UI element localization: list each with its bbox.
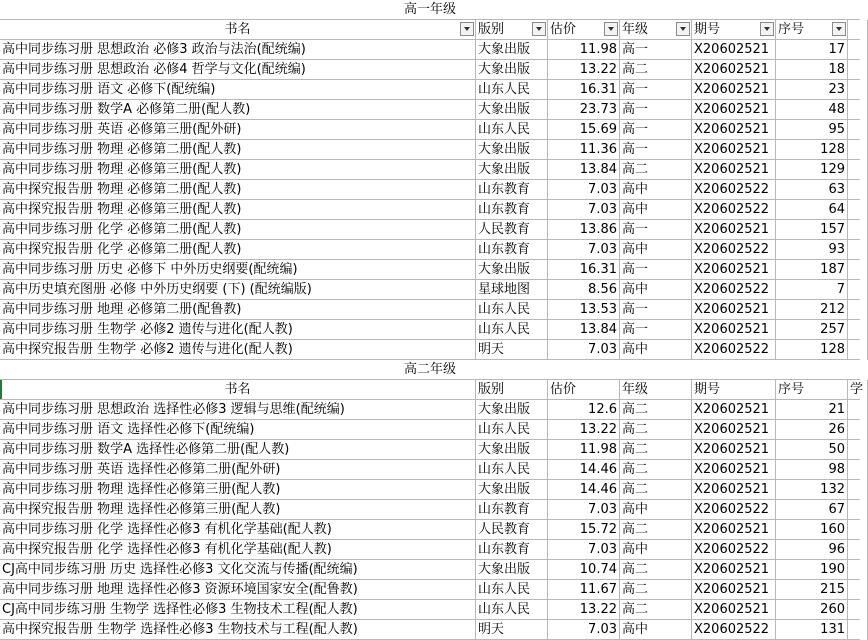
table-row <box>0 160 860 180</box>
cell-issue-no[interactable]: X20602522 <box>692 340 776 360</box>
cell-price[interactable]: 13.22 <box>548 600 620 620</box>
empty-cell[interactable] <box>848 140 868 160</box>
cell-serial-no[interactable]: 26 <box>776 420 848 440</box>
cell-edition[interactable]: 明天 <box>476 340 548 360</box>
cell-book-name[interactable]: 高中探究报告册 生物学 必修2 遗传与进化(配人教) <box>0 340 476 360</box>
cell-book-name[interactable]: 高中探究报告册 物理 必修第三册(配人教) <box>0 200 476 220</box>
header-book-name[interactable] <box>0 20 476 40</box>
empty-cell[interactable] <box>848 80 868 100</box>
header-extra[interactable] <box>848 380 868 400</box>
cell-edition[interactable]: 大象出版 <box>476 40 548 60</box>
cell-edition[interactable]: 山东教育 <box>476 240 548 260</box>
cell-book-name[interactable]: 高中探究报告册 生物学 选择性必修3 生物技术与工程(配人教) <box>0 620 476 640</box>
cell-book-name[interactable]: 高中同步练习册 思想政治 必修4 哲学与文化(配统编) <box>0 60 476 80</box>
cell-price[interactable]: 14.46 <box>548 460 620 480</box>
cell-serial-no[interactable]: 67 <box>776 500 848 520</box>
cell-book-name[interactable]: 高中同步练习册 化学 必修第二册(配人教) <box>0 220 476 240</box>
cell-serial-no[interactable]: 215 <box>776 580 848 600</box>
cell-book-name[interactable]: 高中同步练习册 化学 选择性必修3 有机化学基础(配人教) <box>0 520 476 540</box>
cell-book-name[interactable]: 高中探究报告册 物理 必修第二册(配人教) <box>0 180 476 200</box>
cell-issue-no[interactable]: X20602521 <box>692 60 776 80</box>
cell-edition[interactable]: 明天 <box>476 620 548 640</box>
cell-grade[interactable]: 高中 <box>620 340 692 360</box>
table-row <box>0 260 860 280</box>
cell-grade[interactable]: 高中 <box>620 540 692 560</box>
cell-issue-no[interactable]: X20602521 <box>692 560 776 580</box>
cell-edition[interactable]: 山东教育 <box>476 180 548 200</box>
filter-dropdown-icon[interactable] <box>460 22 474 36</box>
cell-serial-no[interactable]: 160 <box>776 520 848 540</box>
cell-edition[interactable]: 大象出版 <box>476 160 548 180</box>
cell-grade[interactable]: 高一 <box>620 300 692 320</box>
cell-edition[interactable]: 山东人民 <box>476 580 548 600</box>
cell-book-name[interactable]: 高中同步练习册 语文 必修下(配统编) <box>0 80 476 100</box>
cell-serial-no[interactable]: 18 <box>776 60 848 80</box>
empty-cell[interactable] <box>848 460 868 480</box>
cell-grade[interactable]: 高二 <box>620 520 692 540</box>
cell-book-name[interactable]: 高中同步练习册 物理 必修第三册(配人教) <box>0 160 476 180</box>
cell-edition[interactable]: 山东人民 <box>476 80 548 100</box>
cell-grade[interactable]: 高中 <box>620 240 692 260</box>
cell-grade[interactable]: 高中 <box>620 280 692 300</box>
cell-price[interactable]: 12.6 <box>548 400 620 420</box>
header-grade[interactable] <box>620 380 692 400</box>
cell-issue-no[interactable]: X20602521 <box>692 480 776 500</box>
empty-cell[interactable] <box>848 280 868 300</box>
cell-issue-no[interactable]: X20602521 <box>692 400 776 420</box>
cell-grade[interactable]: 高二 <box>620 60 692 80</box>
cell-book-name[interactable]: CJ高中同步练习册 生物学 选择性必修3 生物技术工程(配人教) <box>0 600 476 620</box>
cell-serial-no[interactable]: 7 <box>776 280 848 300</box>
cell-edition[interactable]: 山东人民 <box>476 300 548 320</box>
cell-edition[interactable]: 大象出版 <box>476 560 548 580</box>
cell-price[interactable]: 23.73 <box>548 100 620 120</box>
section1-header-row <box>0 20 860 40</box>
cell-serial-no[interactable]: 50 <box>776 440 848 460</box>
empty-cell[interactable] <box>848 180 868 200</box>
table-row <box>0 100 860 120</box>
table-row <box>0 560 860 580</box>
cell-issue-no[interactable]: X20602521 <box>692 40 776 60</box>
cell-issue-no[interactable]: X20602521 <box>692 580 776 600</box>
cell-grade[interactable]: 高一 <box>620 320 692 340</box>
cell-book-name[interactable]: 高中同步练习册 数学A 必修第二册(配人教) <box>0 100 476 120</box>
cell-grade[interactable]: 高一 <box>620 80 692 100</box>
cell-edition[interactable]: 人民教育 <box>476 220 548 240</box>
cell-edition[interactable]: 人民教育 <box>476 520 548 540</box>
cell-price[interactable]: 7.03 <box>548 180 620 200</box>
cell-edition[interactable]: 山东教育 <box>476 200 548 220</box>
empty-cell[interactable] <box>848 200 868 220</box>
cell-serial-no[interactable]: 257 <box>776 320 848 340</box>
empty-cell[interactable] <box>848 340 868 360</box>
cell-book-name[interactable]: 高中探究报告册 化学 选择性必修3 有机化学基础(配人教) <box>0 540 476 560</box>
header-edition[interactable] <box>476 380 548 400</box>
cell-grade[interactable]: 高二 <box>620 440 692 460</box>
cell-price[interactable]: 13.84 <box>548 320 620 340</box>
section1-title[interactable]: 高一年级 <box>0 0 860 20</box>
cell-price[interactable]: 15.72 <box>548 520 620 540</box>
cell-serial-no[interactable]: 128 <box>776 140 848 160</box>
cell-serial-no[interactable]: 64 <box>776 200 848 220</box>
cell-serial-no[interactable]: 93 <box>776 240 848 260</box>
cell-grade[interactable]: 高一 <box>620 40 692 60</box>
cell-serial-no[interactable]: 131 <box>776 620 848 640</box>
cell-price[interactable]: 7.03 <box>548 200 620 220</box>
empty-cell[interactable] <box>848 540 868 560</box>
empty-cell[interactable] <box>848 560 868 580</box>
header-label: 书名 <box>224 22 251 37</box>
cell-edition[interactable]: 山东人民 <box>476 420 548 440</box>
cell-serial-no[interactable]: 21 <box>776 400 848 420</box>
cell-issue-no[interactable]: X20602521 <box>692 100 776 120</box>
empty-cell[interactable] <box>848 220 868 240</box>
cell-book-name[interactable]: 高中同步练习册 物理 选择性必修第三册(配人教) <box>0 480 476 500</box>
table-row <box>0 440 860 460</box>
header-serial-no[interactable] <box>776 20 848 40</box>
cell-grade[interactable]: 高二 <box>620 560 692 580</box>
cell-issue-no[interactable]: X20602522 <box>692 200 776 220</box>
cell-grade[interactable]: 高中 <box>620 500 692 520</box>
cell-price[interactable]: 14.46 <box>548 480 620 500</box>
cell-price[interactable]: 7.03 <box>548 500 620 520</box>
cell-serial-no[interactable]: 95 <box>776 120 848 140</box>
empty-cell[interactable] <box>848 420 868 440</box>
cell-book-name[interactable]: 高中同步练习册 地理 必修第二册(配鲁教) <box>0 300 476 320</box>
cell-book-name[interactable]: 高中同步练习册 地理 选择性必修3 资源环境国家安全(配鲁教) <box>0 580 476 600</box>
cell-grade[interactable]: 高二 <box>620 160 692 180</box>
table-row <box>0 420 860 440</box>
cell-issue-no[interactable]: X20602522 <box>692 500 776 520</box>
header-label: 期号 <box>694 22 721 37</box>
cell-issue-no[interactable]: X20602521 <box>692 440 776 460</box>
header-label: 估价 <box>550 382 577 397</box>
cell-grade[interactable]: 高中 <box>620 200 692 220</box>
cell-issue-no[interactable]: X20602521 <box>692 600 776 620</box>
cell-book-name[interactable]: 高中同步练习册 语文 选择性必修下(配统编) <box>0 420 476 440</box>
cell-serial-no[interactable]: 212 <box>776 300 848 320</box>
empty-cell[interactable] <box>848 440 868 460</box>
cell-price[interactable]: 15.69 <box>548 120 620 140</box>
cell-grade[interactable]: 高二 <box>620 420 692 440</box>
header-label: 期号 <box>694 382 721 397</box>
header-label: 年级 <box>622 22 649 37</box>
cell-edition[interactable]: 大象出版 <box>476 60 548 80</box>
header-edition[interactable] <box>476 20 548 40</box>
cell-edition[interactable]: 山东人民 <box>476 600 548 620</box>
cell-book-name[interactable]: 高中历史填充图册 必修 中外历史纲要 (下) (配统编版) <box>0 280 476 300</box>
empty-cell[interactable] <box>848 40 868 60</box>
empty-cell[interactable] <box>848 120 868 140</box>
table-row <box>0 400 860 420</box>
cell-book-name[interactable]: CJ高中同步练习册 历史 选择性必修3 文化交流与传播(配统编) <box>0 560 476 580</box>
cell-price[interactable]: 13.53 <box>548 300 620 320</box>
filter-dropdown-icon[interactable] <box>760 22 774 36</box>
header-price[interactable] <box>548 20 620 40</box>
empty-cell[interactable] <box>848 500 868 520</box>
table-row <box>0 320 860 340</box>
cell-serial-no[interactable]: 157 <box>776 220 848 240</box>
table-row <box>0 620 860 640</box>
cell-price[interactable]: 16.31 <box>548 260 620 280</box>
filter-dropdown-icon[interactable] <box>604 22 618 36</box>
cell-book-name[interactable]: 高中同步练习册 历史 必修下 中外历史纲要(配统编) <box>0 260 476 280</box>
cell-book-name[interactable]: 高中同步练习册 数学A 选择性必修第二册(配人教) <box>0 440 476 460</box>
cell-issue-no[interactable]: X20602521 <box>692 120 776 140</box>
cell-price[interactable]: 7.03 <box>548 340 620 360</box>
cell-grade[interactable]: 高一 <box>620 220 692 240</box>
cell-issue-no[interactable]: X20602522 <box>692 180 776 200</box>
table-row <box>0 60 860 80</box>
cell-serial-no[interactable]: 132 <box>776 480 848 500</box>
table-row <box>0 520 860 540</box>
header-issue-no[interactable] <box>692 20 776 40</box>
cell-issue-no[interactable]: X20602521 <box>692 320 776 340</box>
header-issue-no[interactable] <box>692 380 776 400</box>
cell-issue-no[interactable]: X20602521 <box>692 260 776 280</box>
cell-serial-no[interactable]: 190 <box>776 560 848 580</box>
cell-serial-no[interactable]: 187 <box>776 260 848 280</box>
cell-serial-no[interactable]: 48 <box>776 100 848 120</box>
cell-book-name[interactable]: 高中同步练习册 英语 必修第三册(配外研) <box>0 120 476 140</box>
header-label: 估价 <box>550 22 577 37</box>
cell-edition[interactable]: 大象出版 <box>476 260 548 280</box>
cell-issue-no[interactable]: X20602522 <box>692 540 776 560</box>
empty-cell[interactable] <box>848 240 868 260</box>
cell-serial-no[interactable]: 63 <box>776 180 848 200</box>
table-row <box>0 540 860 560</box>
cell-book-name[interactable]: 高中同步练习册 物理 必修第二册(配人教) <box>0 140 476 160</box>
table-row <box>0 600 860 620</box>
cell-grade[interactable]: 高二 <box>620 460 692 480</box>
cell-grade[interactable]: 高一 <box>620 120 692 140</box>
cell-grade[interactable]: 高一 <box>620 260 692 280</box>
header-label: 书名 <box>224 382 251 397</box>
cell-price[interactable]: 8.56 <box>548 280 620 300</box>
cell-issue-no[interactable]: X20602522 <box>692 240 776 260</box>
section2-title[interactable]: 高二年级 <box>0 360 860 380</box>
table-row <box>0 180 860 200</box>
cell-edition[interactable]: 山东教育 <box>476 500 548 520</box>
cell-book-name[interactable]: 高中同步练习册 英语 选择性必修第二册(配外研) <box>0 460 476 480</box>
header-grade[interactable] <box>620 20 692 40</box>
header-label: 版别 <box>478 382 505 397</box>
cell-serial-no[interactable]: 129 <box>776 160 848 180</box>
cell-grade[interactable]: 高二 <box>620 400 692 420</box>
table-row <box>0 280 860 300</box>
empty-cell[interactable] <box>848 100 868 120</box>
header-label: 学 <box>850 382 864 397</box>
table-row <box>0 240 860 260</box>
cell-edition[interactable]: 山东人民 <box>476 460 548 480</box>
filter-dropdown-icon[interactable] <box>676 22 690 36</box>
cell-issue-no[interactable]: X20602521 <box>692 80 776 100</box>
cell-edition[interactable]: 山东教育 <box>476 540 548 560</box>
header-price[interactable] <box>548 380 620 400</box>
cell-price[interactable]: 11.98 <box>548 440 620 460</box>
table-row <box>0 40 860 60</box>
cell-price[interactable]: 13.84 <box>548 160 620 180</box>
cell-price[interactable]: 7.03 <box>548 620 620 640</box>
cell-grade[interactable]: 高二 <box>620 600 692 620</box>
cell-edition[interactable]: 大象出版 <box>476 100 548 120</box>
cell-edition[interactable]: 星球地图 <box>476 280 548 300</box>
filter-dropdown-icon[interactable] <box>532 22 546 36</box>
table-row <box>0 200 860 220</box>
table-row <box>0 460 860 480</box>
header-serial-no[interactable] <box>776 380 848 400</box>
filter-dropdown-icon[interactable] <box>832 22 846 36</box>
cell-edition[interactable]: 山东人民 <box>476 320 548 340</box>
empty-cell[interactable] <box>848 20 868 40</box>
cell-price[interactable]: 16.31 <box>548 80 620 100</box>
cell-issue-no[interactable]: X20602522 <box>692 620 776 640</box>
empty-cell[interactable] <box>848 580 868 600</box>
cell-price[interactable]: 13.22 <box>548 420 620 440</box>
cell-grade[interactable]: 高二 <box>620 580 692 600</box>
empty-cell[interactable] <box>848 260 868 280</box>
cell-edition[interactable]: 山东人民 <box>476 120 548 140</box>
cell-price[interactable]: 7.03 <box>548 540 620 560</box>
empty-cell[interactable] <box>848 600 868 620</box>
cell-issue-no[interactable]: X20602521 <box>692 160 776 180</box>
cell-serial-no[interactable]: 98 <box>776 460 848 480</box>
empty-cell[interactable] <box>848 480 868 500</box>
table-row <box>0 580 860 600</box>
header-label: 序号 <box>778 382 805 397</box>
empty-cell[interactable] <box>848 160 868 180</box>
cell-issue-no[interactable]: X20602521 <box>692 140 776 160</box>
cell-price[interactable]: 13.86 <box>548 220 620 240</box>
cell-edition[interactable]: 大象出版 <box>476 440 548 460</box>
cell-serial-no[interactable]: 23 <box>776 80 848 100</box>
empty-cell[interactable] <box>848 620 868 640</box>
table-row <box>0 80 860 100</box>
cell-grade[interactable]: 高一 <box>620 100 692 120</box>
cell-serial-no[interactable]: 17 <box>776 40 848 60</box>
table-row <box>0 220 860 240</box>
cell-edition[interactable]: 大象出版 <box>476 140 548 160</box>
table-row <box>0 480 860 500</box>
header-book-name[interactable] <box>0 380 476 400</box>
cell-issue-no[interactable]: X20602521 <box>692 460 776 480</box>
cell-grade[interactable]: 高一 <box>620 140 692 160</box>
cell-grade[interactable]: 高二 <box>620 480 692 500</box>
cell-book-name[interactable]: 高中探究报告册 化学 必修第二册(配人教) <box>0 240 476 260</box>
header-label: 版别 <box>478 22 505 37</box>
table-row <box>0 120 860 140</box>
empty-cell[interactable] <box>848 400 868 420</box>
cell-book-name[interactable]: 高中同步练习册 生物学 必修2 遗传与进化(配人教) <box>0 320 476 340</box>
empty-cell[interactable] <box>848 320 868 340</box>
cell-price[interactable]: 11.67 <box>548 580 620 600</box>
cell-issue-no[interactable]: X20602521 <box>692 420 776 440</box>
cell-edition[interactable]: 大象出版 <box>476 480 548 500</box>
table-row <box>0 300 860 320</box>
empty-cell[interactable] <box>848 520 868 540</box>
cell-issue-no[interactable]: X20602521 <box>692 220 776 240</box>
cell-price[interactable]: 13.22 <box>548 60 620 80</box>
cell-grade[interactable]: 高中 <box>620 620 692 640</box>
cell-book-name[interactable]: 高中同步练习册 思想政治 必修3 政治与法治(配统编) <box>0 40 476 60</box>
cell-issue-no[interactable]: X20602522 <box>692 280 776 300</box>
header-label: 序号 <box>778 22 805 37</box>
section2-header-row <box>0 380 864 400</box>
cell-serial-no[interactable]: 128 <box>776 340 848 360</box>
table-row <box>0 500 860 520</box>
cell-price[interactable]: 7.03 <box>548 240 620 260</box>
cell-issue-no[interactable]: X20602521 <box>692 520 776 540</box>
header-label: 年级 <box>622 382 649 397</box>
empty-cell[interactable] <box>848 300 868 320</box>
table-row <box>0 340 860 360</box>
table-row <box>0 140 860 160</box>
cell-grade[interactable]: 高中 <box>620 180 692 200</box>
cell-book-name[interactable]: 高中探究报告册 物理 选择性必修第三册(配人教) <box>0 500 476 520</box>
cell-price[interactable]: 11.98 <box>548 40 620 60</box>
cell-serial-no[interactable]: 96 <box>776 540 848 560</box>
cell-price[interactable]: 11.36 <box>548 140 620 160</box>
cell-price[interactable]: 10.74 <box>548 560 620 580</box>
empty-cell[interactable] <box>848 60 868 80</box>
cell-book-name[interactable]: 高中同步练习册 思想政治 选择性必修3 逻辑与思维(配统编) <box>0 400 476 420</box>
cell-edition[interactable]: 大象出版 <box>476 400 548 420</box>
cell-issue-no[interactable]: X20602521 <box>692 300 776 320</box>
cell-serial-no[interactable]: 260 <box>776 600 848 620</box>
